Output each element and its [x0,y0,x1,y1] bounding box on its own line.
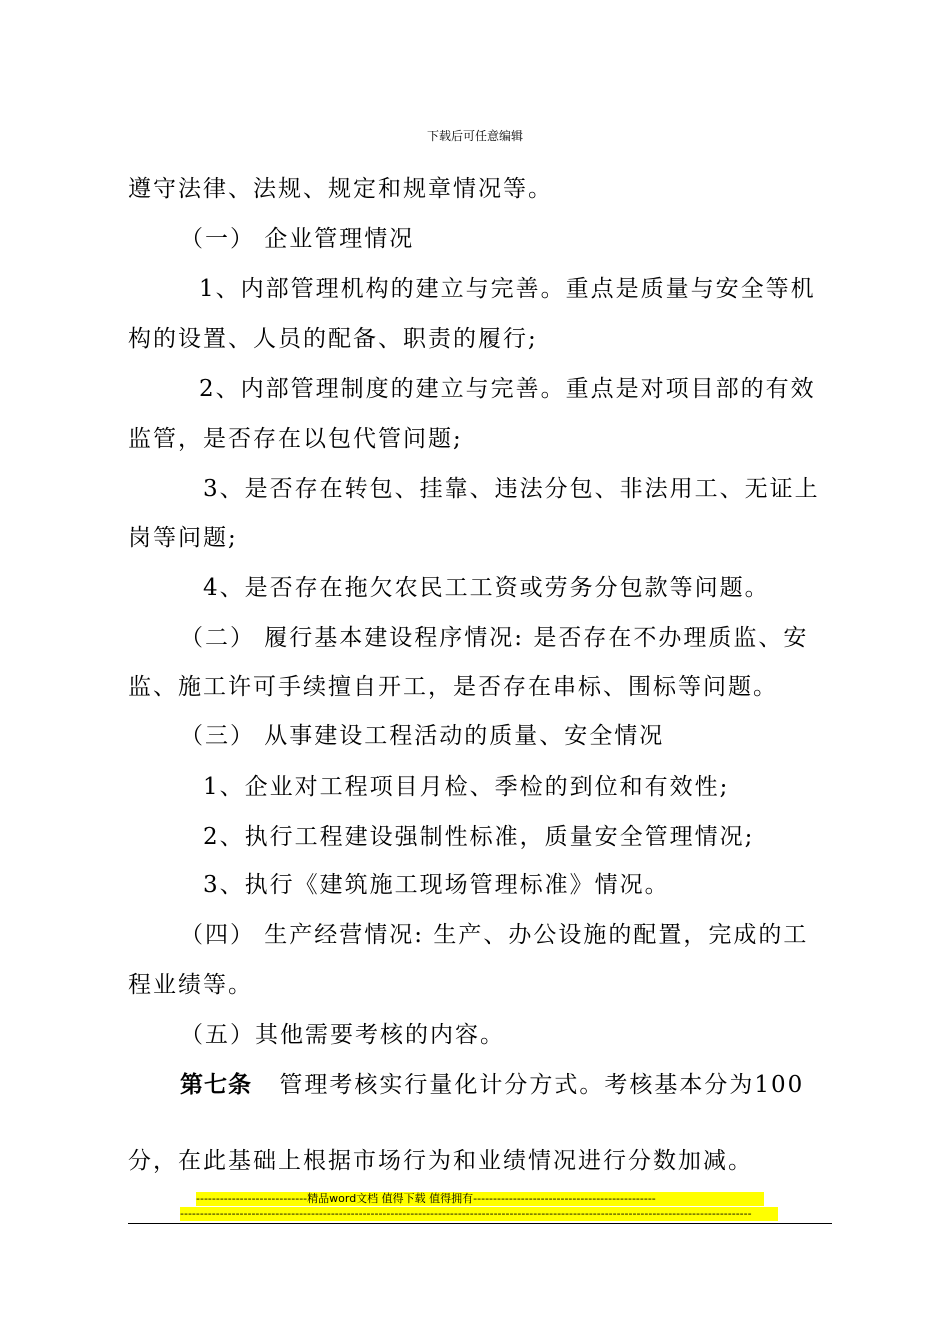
footer-banner-line-2: ------------------------------------------------------------------------------------------------------------------------------------------------ [180,1207,778,1221]
footer-banner-line-1: ----------------------------精品word文档 值得下载 值得拥有---------------------------------------------- [196,1192,764,1206]
footer-rule [128,1223,832,1224]
section-heading-4: （四） 生产经营情况: 生产、办公设施的配置，完成的工 [180,922,809,948]
section-heading-2: （二） 履行基本建设程序情况: 是否存在不办理质监、安 [180,625,809,651]
body-line-3: 1、内部管理机构的建立与完善。重点是质量与安全等机 [199,276,816,302]
body-line-17: 程业绩等。 [128,972,253,998]
article-line [180,1070,804,1100]
body-line-9: 4、是否存在拖欠农民工工资或劳务分包款等问题。 [203,575,770,601]
section-heading-5: （五）其他需要考核的内容。 [180,1022,505,1048]
body-line-4: 构的设置、人员的配备、职责的履行; [128,326,538,352]
body-line-14: 2、执行工程建设强制性标准，质量安全管理情况; [203,824,755,850]
section-heading-1: （一） 企业管理情况 [180,226,415,252]
article-text: 管理考核实行量化计分方式。考核基本分为100 [279,1072,805,1098]
body-line-8: 岗等问题; [128,525,238,551]
body-line-11: 监、施工许可手续擅自开工，是否存在串标、围标等问题。 [128,674,778,700]
body-line-7: 3、是否存在转包、挂靠、违法分包、非法用工、无证上 [203,476,820,502]
body-line-1: 遵守法律、法规、规定和规章情况等。 [128,176,553,202]
article-continuation: 分，在此基础上根据市场行为和业绩情况进行分数加减。 [128,1148,753,1174]
body-line-6: 监管，是否存在以包代管问题; [128,426,463,452]
page-header: 下载后可任意编辑 [426,129,523,143]
article-label: 第七条 [180,1072,252,1098]
section-heading-3: （三） 从事建设工程活动的质量、安全情况 [180,723,665,749]
body-line-13: 1、企业对工程项目月检、季检的到位和有效性; [203,774,730,800]
body-line-5: 2、内部管理制度的建立与完善。重点是对项目部的有效 [199,376,816,402]
body-line-15: 3、执行《建筑施工现场管理标准》情况。 [203,872,670,898]
